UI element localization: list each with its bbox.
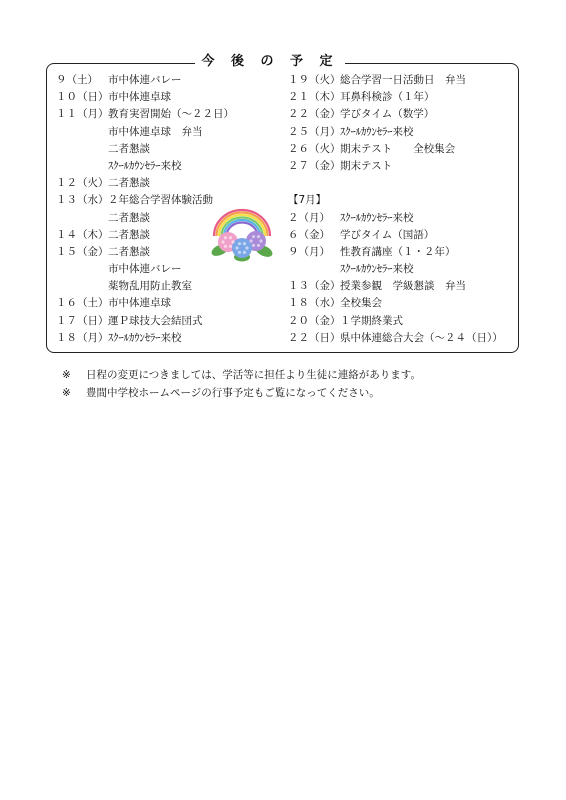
schedule-row [288, 278, 516, 295]
schedule-event: 県中体連総合大会（～２４（日）） [340, 331, 503, 344]
schedule-row [288, 141, 516, 158]
schedule-event: 教育実習開始（～２２日） [108, 108, 234, 121]
schedule-event: 二者懇談 [108, 142, 150, 155]
rainbow-icon [214, 210, 270, 236]
schedule-event: 運Ｐ球技大会結団式 [108, 314, 203, 327]
schedule-event: 期末テスト [340, 159, 393, 172]
schedule-row [288, 330, 516, 347]
schedule-right-column [288, 72, 516, 347]
schedule-date: ２７（金） [288, 159, 341, 172]
schedule-row [56, 124, 281, 141]
schedule-row [288, 313, 516, 330]
schedule-row [288, 158, 516, 175]
schedule-date-spacer [56, 278, 108, 295]
schedule-date: ２５（月） [288, 125, 341, 138]
schedule-event: 二者懇談 [108, 177, 150, 190]
note-text: 豊間中学校ホームページの行事予定もご覧になってください。 [86, 387, 380, 399]
schedule-row [288, 261, 516, 278]
schedule-row [56, 141, 281, 158]
schedule-date: １５（金） [56, 245, 109, 258]
schedule-date: １４（木） [56, 228, 109, 241]
schedule-event: 市中体連バレー [108, 263, 182, 276]
schedule-row [288, 295, 516, 312]
schedule-date [288, 175, 340, 192]
schedule-date: ２０（金） [288, 314, 341, 327]
schedule-event: １学期終業式 [340, 314, 403, 327]
schedule-row [288, 244, 516, 261]
schedule-row [288, 210, 516, 227]
schedule-event: 市中体連卓球 [108, 91, 171, 104]
schedule-row [56, 106, 281, 123]
schedule-event: ｽｸｰﾙｶｳﾝｾﾗｰ来校 [108, 159, 182, 172]
schedule-row [56, 278, 281, 295]
schedule-date: １３（金） [288, 280, 341, 293]
schedule-event: 市中体連バレー [108, 74, 182, 86]
note-text: 日程の変更につきましては、学活等に担任より生徒に連絡があります。 [86, 369, 421, 381]
schedule-event: 二者懇談 [108, 228, 150, 241]
schedule-event: 期末テスト 全校集会 [340, 142, 456, 155]
note-mark: ※ [62, 387, 71, 399]
schedule-row [56, 158, 281, 175]
schedule-date: ２２（金） [288, 108, 341, 121]
schedule-date: １６（土） [56, 297, 109, 310]
schedule-date: ９（月） [288, 245, 330, 258]
schedule-event: 学びタイム（国語） [340, 228, 435, 241]
schedule-event: 市中体連卓球 弁当 [108, 125, 203, 138]
schedule-date-spacer [56, 210, 108, 227]
schedule-date: １９（火） [288, 74, 341, 86]
schedule-row [56, 89, 281, 106]
schedule-row [56, 175, 281, 192]
schedule-event: ｽｸｰﾙｶｳﾝｾﾗｰ来校 [108, 331, 182, 344]
schedule-date: １０（日） [56, 91, 109, 104]
notes-section [62, 366, 421, 402]
schedule-row [288, 106, 516, 123]
month-heading [288, 192, 516, 209]
schedule-date-spacer [56, 261, 108, 278]
schedule-event: ２年総合学習体験活動 [108, 194, 213, 207]
schedule-row [56, 295, 281, 312]
schedule-date: １７（日） [56, 314, 109, 327]
schedule-event: 性教育講座（１・２年） [340, 245, 456, 258]
schedule-event: ｽｸｰﾙｶｳﾝｾﾗｰ来校 [340, 211, 414, 224]
note-line [62, 366, 421, 384]
schedule-date: ２（月） [288, 211, 330, 224]
schedule-title: 今 後 の 予 定 [195, 51, 345, 73]
month-heading-label: 【7月】 [288, 194, 327, 207]
schedule-event: ｽｸｰﾙｶｳﾝｾﾗｰ来校 [340, 125, 414, 138]
schedule-date: １３（水） [56, 194, 109, 207]
schedule-date: １１（月） [56, 108, 109, 121]
schedule-event: 学びタイム（数学） [340, 108, 435, 121]
schedule-date: ２６（火） [288, 142, 341, 155]
schedule-row [56, 72, 281, 89]
schedule-row [288, 227, 516, 244]
schedule-date: １８（水） [288, 297, 341, 310]
schedule-date-spacer [56, 141, 108, 158]
schedule-row [288, 175, 516, 192]
schedule-date: ２１（木） [288, 91, 341, 104]
schedule-event: 市中体連卓球 [108, 297, 171, 310]
schedule-event: 総合学習一日活動日 弁当 [340, 74, 466, 86]
hydrangea-rainbow-illustration [206, 206, 278, 264]
note-mark: ※ [62, 369, 71, 381]
schedule-date: ９（土） [56, 74, 98, 86]
schedule-date-spacer [288, 261, 340, 278]
schedule-event: 二者懇談 [108, 211, 150, 224]
schedule-event: 薬物乱用防止教室 [108, 280, 192, 293]
schedule-row [56, 313, 281, 330]
note-line [62, 384, 421, 402]
schedule-row [288, 89, 516, 106]
schedule-event: 二者懇談 [108, 245, 150, 258]
schedule-date-spacer [56, 158, 108, 175]
schedule-date: ６（金） [288, 228, 330, 241]
schedule-date: １２（火） [56, 177, 109, 190]
schedule-date: １８（月） [56, 331, 109, 344]
schedule-event: 耳鼻科検診（１年） [340, 91, 435, 104]
schedule-row [288, 124, 516, 141]
schedule-row [288, 72, 516, 89]
schedule-date: ２２（日） [288, 331, 341, 344]
schedule-event: 全校集会 [340, 297, 382, 310]
schedule-date-spacer [56, 124, 108, 141]
schedule-row [56, 330, 281, 347]
schedule-event: 授業参観 学級懇談 弁当 [340, 280, 466, 293]
schedule-event: ｽｸｰﾙｶｳﾝｾﾗｰ来校 [340, 263, 414, 276]
